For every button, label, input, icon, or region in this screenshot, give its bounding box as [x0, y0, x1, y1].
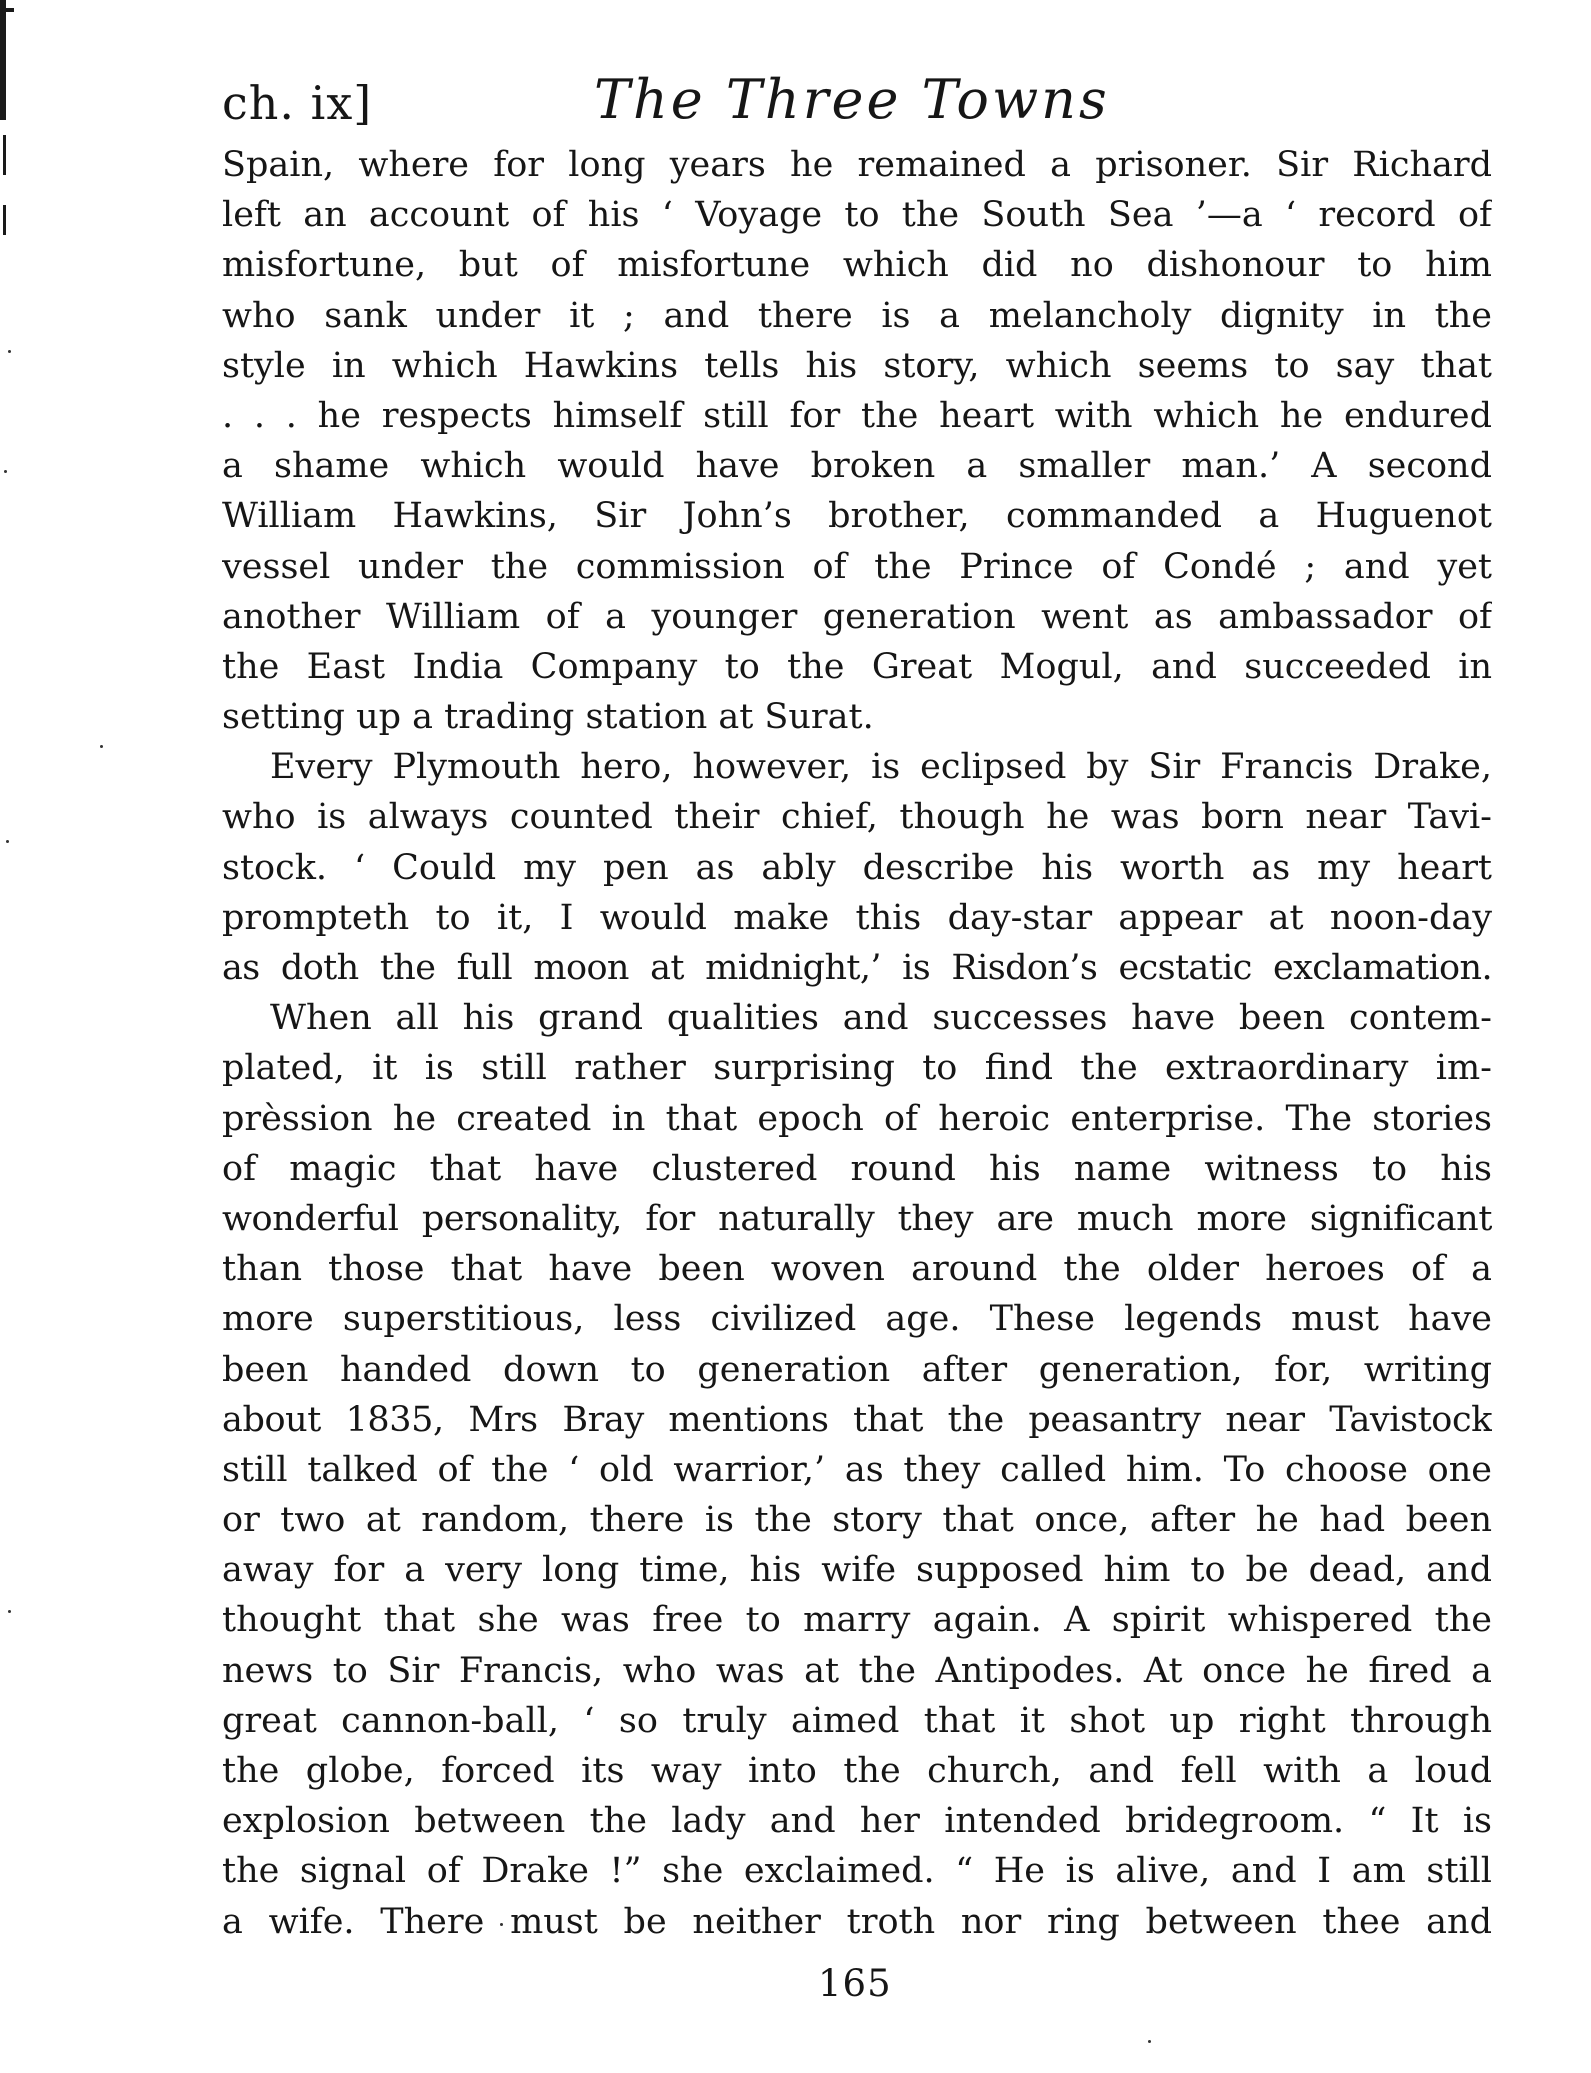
text-line: been handed down to generation after generation, for, writing — [222, 1349, 1492, 1390]
scan-edge-mark — [3, 135, 6, 175]
text-line: the globe, forced its way into the church, and fell with a loud — [222, 1751, 1492, 1791]
text-line: news to Sir Francis, who was at the Antipodes. At once he fired a — [222, 1650, 1492, 1691]
text-line: another William of a younger generation went as ambassador of — [222, 596, 1492, 637]
text-line: away for a very long time, his wife supposed him to be dead, and — [222, 1550, 1492, 1591]
body-text — [222, 140, 1492, 1947]
scan-speck — [6, 840, 9, 843]
text-line: misfortune, but of misfortune which did no dishonour to him — [222, 245, 1492, 286]
scan-edge-mark — [0, 8, 14, 12]
scan-speck — [1148, 2040, 1151, 2043]
text-line: stock. ‘ Could my pen as ably describe his worth as my heart — [222, 847, 1492, 888]
text-line: prompteth to it, I would make this day-star appear at noon-day — [222, 897, 1492, 938]
text-line: Spain, where for long years he remained a prisoner. Sir Richard — [222, 145, 1492, 185]
text-line: thought that she was free to marry again. A spirit whispered the — [222, 1600, 1492, 1641]
text-line: than those that have been woven around the older heroes of a — [222, 1249, 1492, 1290]
text-line: vessel under the commission of the Prince of Condé ; and yet — [222, 546, 1492, 587]
text-line: about 1835, Mrs Bray mentions that the peasantry near Tavistock — [222, 1399, 1492, 1440]
text-line: explosion between the lady and her intended bridegroom. “ It is — [222, 1801, 1492, 1842]
text-line: still talked of the ‘ old warrior,’ as they called him. To choose one — [222, 1449, 1492, 1490]
text-line: a shame which would have broken a smaller man.’ A second — [222, 446, 1492, 487]
text-line: who sank under it ; and there is a melancholy dignity in the — [222, 295, 1492, 336]
text-line: Every Plymouth hero, however, is eclipsed by Sir Francis Drake, — [270, 747, 1492, 788]
text-line: wonderful personality, for naturally they are much more significant — [222, 1198, 1492, 1239]
text-line: left an account of his ‘ Voyage to the South Sea ’—a ‘ record of — [222, 195, 1492, 236]
scan-speck — [100, 745, 103, 748]
text-line: . . . he respects himself still for the heart with which he endured — [222, 395, 1492, 436]
text-line: the East India Company to the Great Mogul, and succeeded in — [222, 646, 1492, 687]
page-number: 165 — [818, 1962, 892, 2005]
text-line: William Hawkins, Sir John’s brother, commanded a Huguenot — [222, 496, 1492, 537]
text-line: When all his grand qualities and successes have been contem- — [270, 998, 1492, 1039]
text-line: plated, it is still rather surprising to find the extraordinary im- — [222, 1048, 1492, 1089]
text-line: as doth the full moon at midnight,’ is Risdon’s ecstatic exclamation. — [222, 948, 1492, 988]
text-line: of magic that have clustered round his name witness to his — [222, 1148, 1492, 1189]
text-line: who is always counted their chief, though he was born near Tavi- — [222, 797, 1492, 838]
scan-edge-mark — [3, 205, 6, 235]
text-line: the signal of Drake !” she exclaimed. “ He is alive, and I am still — [222, 1851, 1492, 1892]
text-line: prèssion he created in that epoch of heroic enterprise. The stories — [222, 1098, 1492, 1139]
chapter-reference: ch. ix] — [222, 76, 373, 130]
text-line: style in which Hawkins tells his story, which seems to say that — [222, 345, 1492, 386]
text-line: great cannon-ball, ‘ so truly aimed that it shot up right through — [222, 1700, 1492, 1741]
text-line: or two at random, there is the story that once, after he had been — [222, 1500, 1492, 1541]
scan-speck — [4, 470, 7, 473]
scan-edge-mark — [0, 0, 6, 120]
text-line: setting up a trading station at Surat. — [222, 697, 874, 738]
text-line: a wife. There must be neither troth nor ring between thee and — [222, 1901, 1492, 1942]
text-line: more superstitious, less civilized age. These legends must have — [222, 1299, 1492, 1340]
scan-speck — [8, 350, 11, 353]
running-head — [222, 62, 1492, 142]
running-title: The Three Towns — [594, 68, 1110, 131]
scan-speck — [8, 1610, 11, 1613]
